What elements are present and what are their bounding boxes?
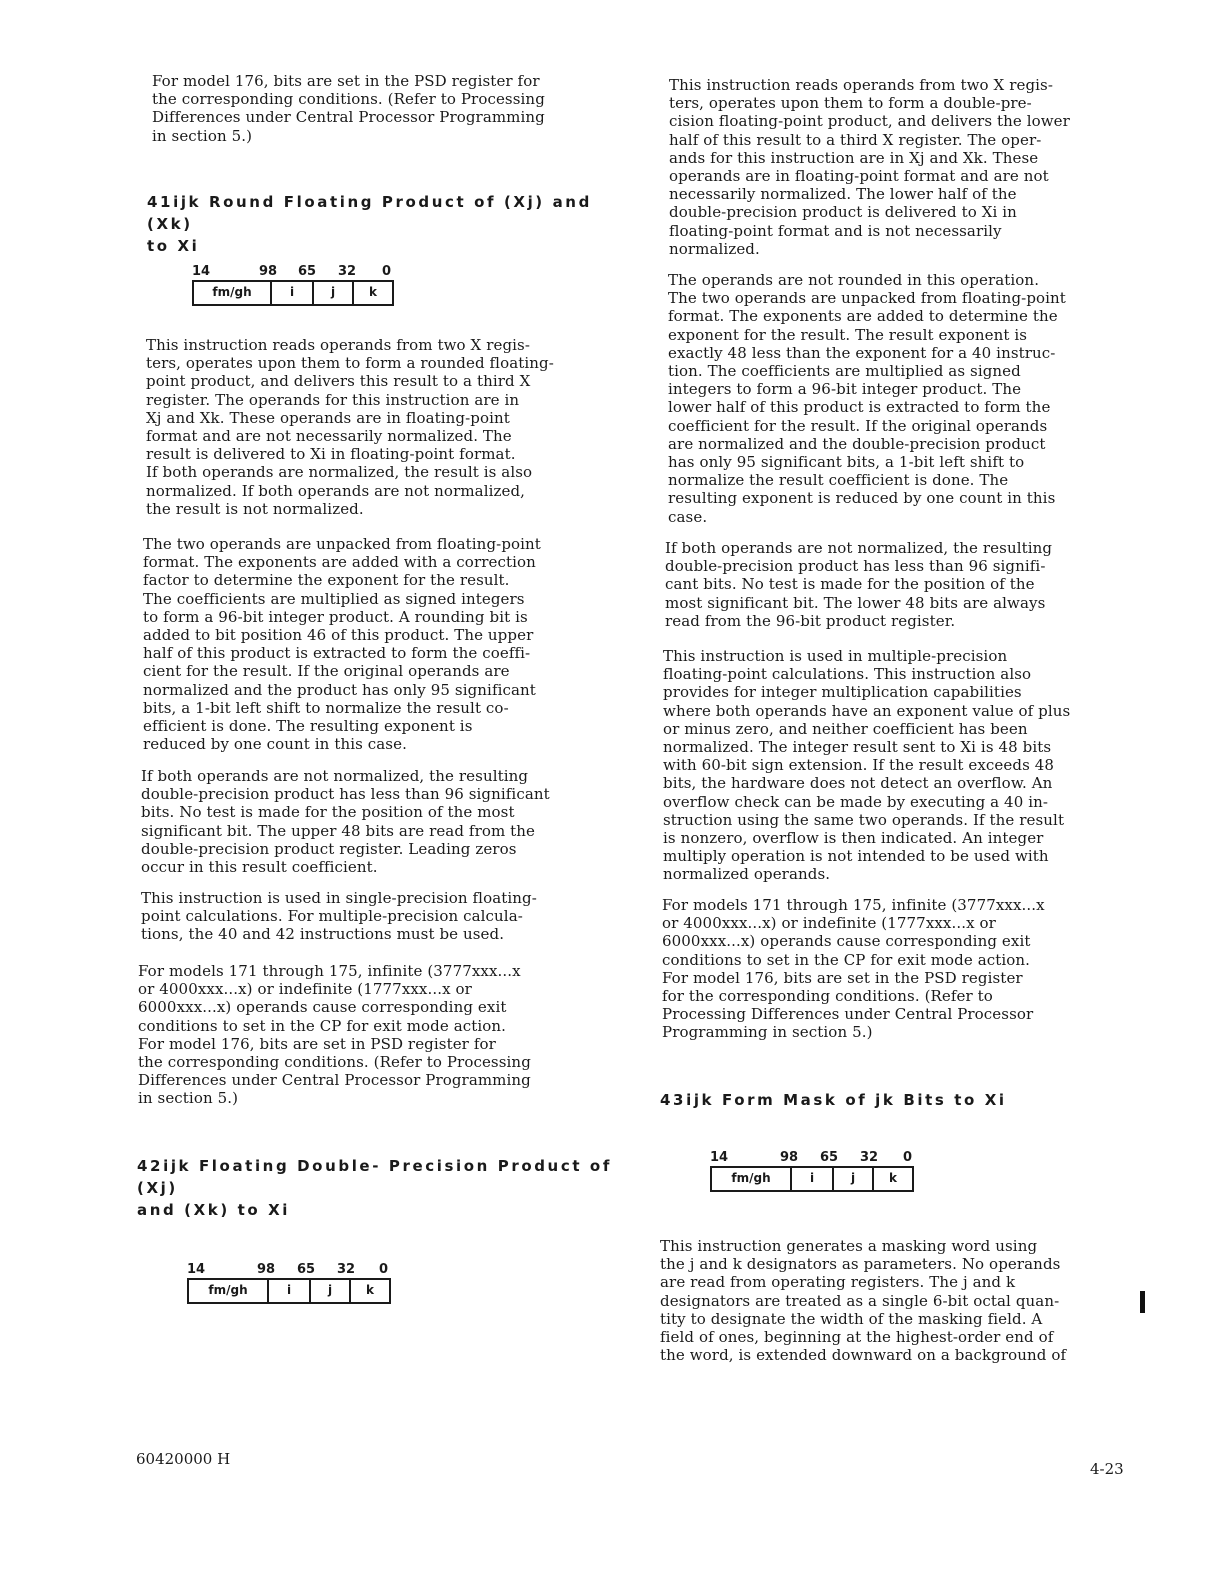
- paragraph-42-description: This instruction reads operands from two X regis- ters, operates upon them to form a double-pre- cision floating-point product, and delivers the lower half of this result to a third X register. The oper- ands for this instruction are in Xj and Xk. These operands are in floating-point format and are not necessarily normalized. The lower half of the double-precision product is delivered to Xi in floating-point format and is not necessarily normalized.: [669, 76, 1070, 258]
- paragraph-41-usage: This instruction is used in single-precision floating- point calculations. For multiple-precision calcula- tions, the 40 and 42 instructions must be used.: [141, 889, 537, 944]
- paragraph-41-not-normalized: If both operands are not normalized, the resulting double-precision product has less than 96 significant bits. No test is made for the position of the most significant bit. The upper 48 bits are read from the double-precision product register. Leading zeros occur in this result coefficient.: [141, 767, 550, 877]
- bit-labels: [192, 264, 402, 280]
- bit-label: 14: [710, 1150, 729, 1165]
- field-i: i: [272, 282, 314, 304]
- change-bar: [1140, 1291, 1145, 1313]
- field-k: k: [369, 285, 377, 299]
- bit-label: 65: [298, 264, 317, 279]
- field-i: i: [269, 1280, 311, 1302]
- field-j: j: [314, 282, 354, 304]
- field-fm-gh: fm/gh: [194, 282, 272, 304]
- bit-label: 98: [257, 1262, 276, 1277]
- bit-label: 14: [192, 264, 211, 279]
- bit-label: 0: [382, 264, 392, 279]
- bit-label: 32: [338, 264, 357, 279]
- bit-label: 32: [860, 1150, 879, 1165]
- instruction-format-box: [187, 1278, 391, 1304]
- bit-label: 98: [259, 264, 278, 279]
- heading-43ijk: 43ijk Form Mask of jk Bits to Xi: [660, 1091, 1007, 1109]
- field-j: j: [834, 1168, 874, 1190]
- field-i: i: [792, 1168, 834, 1190]
- paragraph-42-not-normalized: If both operands are not normalized, the resulting double-precision product has less than 96 signifi- cant bits. No test is made for the position of the most significant bit. The lower 48 bits are always read from the 96-bit product register.: [665, 539, 1053, 630]
- bit-label: 0: [379, 1262, 389, 1277]
- field-k: k: [889, 1171, 897, 1185]
- document-number: 60420000 H: [136, 1450, 231, 1468]
- instruction-format-box: [710, 1166, 914, 1192]
- heading-42ijk: 42ijk Floating Double- Precision Product of (Xj) and (Xk) to Xi: [137, 1157, 612, 1219]
- field-j: j: [311, 1280, 351, 1302]
- page-number: 4-23: [1090, 1460, 1124, 1478]
- bit-labels: [187, 1262, 397, 1278]
- intro-paragraph: For model 176, bits are set in the PSD register for the corresponding conditions. (Refer to Processing Differences under Central Processor Programming in section 5.): [152, 72, 545, 145]
- paragraph-41-unpack: The two operands are unpacked from floating-point format. The exponents are added with a correction factor to determine the exponent for the result. The coefficients are multiplied as signed integers to form a 96-bit integer product. A rounding bit is added to bit position 46 of this product. The upper half of this product is extracted to form the coeffi- cient for the result. If the original operands are normalized and the product has only 95 significant bits, a 1-bit left shift to normalize the result co- efficient is done. The resulting exponent is reduced by one count in this case.: [143, 535, 541, 754]
- field-fm-gh: fm/gh: [189, 1280, 269, 1302]
- field-fm-gh: fm/gh: [712, 1168, 792, 1190]
- bit-label: 14: [187, 1262, 206, 1277]
- bit-label: 65: [820, 1150, 839, 1165]
- bit-label: 98: [780, 1150, 799, 1165]
- field-k: k: [366, 1283, 374, 1297]
- paragraph-42-unpack: The operands are not rounded in this operation. The two operands are unpacked from floating-point format. The exponents are added to determine the exponent for the result. The result exponent is exactly 48 less than the exponent for a 40 instruc- tion. The coefficients are multiplied as signed integers to form a 96-bit integer product. The lower half of this product is extracted to form the coefficient for the result. If the original operands are normalized and the double-precision product has only 95 significant bits, a 1-bit left shift to normalize the result coefficient is done. The resulting exponent is reduced by one count in this case.: [668, 271, 1066, 526]
- paragraph-41-models: For models 171 through 175, infinite (3777xxx...x or 4000xxx...x) or indefinite (1777xxx...x or 6000xxx...x) operands cause corresponding exit conditions to set in the CP for exit mode action. For model 176, bits are set in PSD register for the corresponding conditions. (Refer to Processing Differences under Central Processor Programming in section 5.): [138, 962, 531, 1108]
- heading-41ijk: 41ijk Round Floating Product of (Xj) and (Xk) to Xi: [147, 193, 592, 255]
- paragraph-42-usage: This instruction is used in multiple-precision floating-point calculations. This instruction also provides for integer multiplication capabilities where both operands have an exponent value of plus or minus zero, and neither coefficient has been normalized. The integer result sent to Xi is 48 bits with 60-bit sign extension. If the result exceeds 48 bits, the hardware does not detect an overflow. An overflow check can be made by executing a 40 in- struction using the same two operands. If the result is nonzero, overflow is then indicated. An integer multiply operation is not intended to be used with normalized operands.: [663, 647, 1071, 884]
- bit-label: 0: [903, 1150, 913, 1165]
- paragraph-43-description: This instruction generates a masking word using the j and k designators as parameters. No operands are read from operating registers. The j and k designators are treated as a single 6-bit octal quan- tity to designate the width of the masking field. A field of ones, beginning at the highest-order end of the word, is extended downward on a background of: [660, 1237, 1067, 1365]
- instruction-format-box: [192, 280, 394, 306]
- bit-label: 32: [337, 1262, 356, 1277]
- paragraph-42-models: For models 171 through 175, infinite (3777xxx...x or 4000xxx...x) or indefinite (1777xxx...x or 6000xxx...x) operands cause corresponding exit conditions to set in the CP for exit mode action. For model 176, bits are set in the PSD register for the corresponding conditions. (Refer to Processing Differences under Central Processor Programming in section 5.): [662, 896, 1045, 1042]
- bit-labels: [710, 1150, 920, 1166]
- bit-label: 65: [297, 1262, 316, 1277]
- paragraph-41-description: This instruction reads operands from two X regis- ters, operates upon them to form a rounded floating- point product, and delivers this result to a third X register. The operands for this instruction are in Xj and Xk. These operands are in floating-point format and are not necessarily normalized. The result is delivered to Xi in floating-point format. If both operands are normalized, the result is also normalized. If both operands are not normalized, the result is not normalized.: [146, 336, 554, 518]
